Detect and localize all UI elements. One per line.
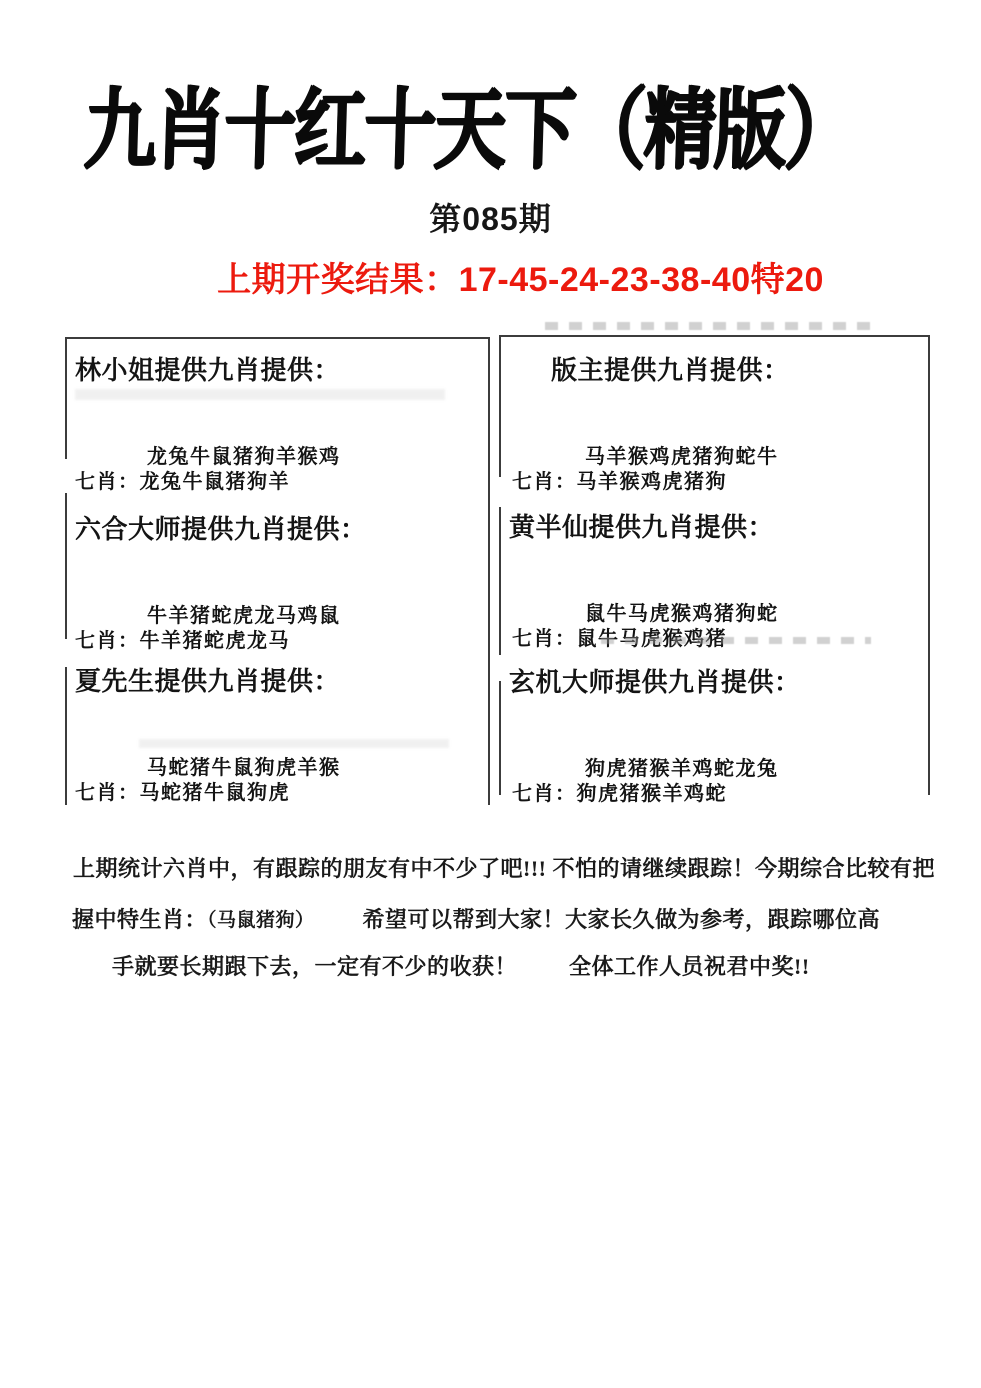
prediction-section [67,661,488,813]
nine-zodiac-line: 马蛇猪牛鼠狗虎羊猴 [147,757,341,779]
nine-zodiac-line: 鼠牛马虎猴鸡猪狗蛇 [585,603,779,625]
seven-zodiac-line: 七肖：马羊猴鸡虎猪狗 [512,471,727,493]
issue-number: 第085期 [429,201,552,237]
seven-zodiac-line: 七肖：龙兔牛鼠猪狗羊 [75,471,290,493]
scan-smudge [545,322,880,330]
page-title: 九肖十红十天下（精版） [82,81,855,179]
footer-line3-main: 手就要长期跟下去，一定有不少的收获！ [112,954,518,979]
footer-note-line-2 [72,903,880,934]
footer-line3-end: 全体工作人员祝君中奖!! [569,954,810,979]
scan-smudge [601,637,871,644]
seven-zodiac-line: 七肖：牛羊猪蛇虎龙马 [75,630,290,652]
provider-header: 林小姐提供九肖提供： [75,356,341,385]
footer-line2-prefix: 握中特生肖： [72,907,208,932]
prediction-section [67,350,488,502]
footer-note-line-3 [112,950,810,981]
predictions-panel-right [499,335,930,805]
provider-header: 黄半仙提供九肖提供： [509,513,775,542]
provider-header: 六合大师提供九肖提供： [75,515,367,544]
footer-note-line-1: 上期统计六肖中，有跟踪的朋友有中不少了吧!!! 不怕的请继续跟踪！今期综合比较有把 [73,856,935,881]
provider-header: 玄机大师提供九肖提供： [509,668,801,697]
last-draw-result: 上期开奖结果：17-45-24-23-38-40特20 [217,261,824,299]
provider-header: 夏先生提供九肖提供： [75,667,341,696]
seven-zodiac-line: 七肖：马蛇猪牛鼠狗虎 [75,782,290,804]
nine-zodiac-line: 狗虎猪猴羊鸡蛇龙兔 [585,758,779,780]
special-zodiac-picks: （马鼠猪狗） [207,910,315,931]
nine-zodiac-line: 龙兔牛鼠猪狗羊猴鸡 [147,446,341,468]
prediction-section [501,662,928,814]
nine-zodiac-line: 马羊猴鸡虎猪狗蛇牛 [585,446,779,468]
prediction-section [67,509,488,661]
provider-header: 版主提供九肖提供： [551,356,790,385]
prediction-section [501,350,928,502]
seven-zodiac-line: 七肖：鼠牛马虎猴鸡猪 [512,628,727,650]
nine-zodiac-line: 牛羊猪蛇虎龙马鸡鼠 [147,605,341,627]
seven-zodiac-line: 七肖：狗虎猪猴羊鸡蛇 [512,783,727,805]
predictions-panel-left [65,337,490,805]
footer-line2-rest: 希望可以帮到大家！大家长久做为参考，跟踪哪位高 [362,907,881,932]
